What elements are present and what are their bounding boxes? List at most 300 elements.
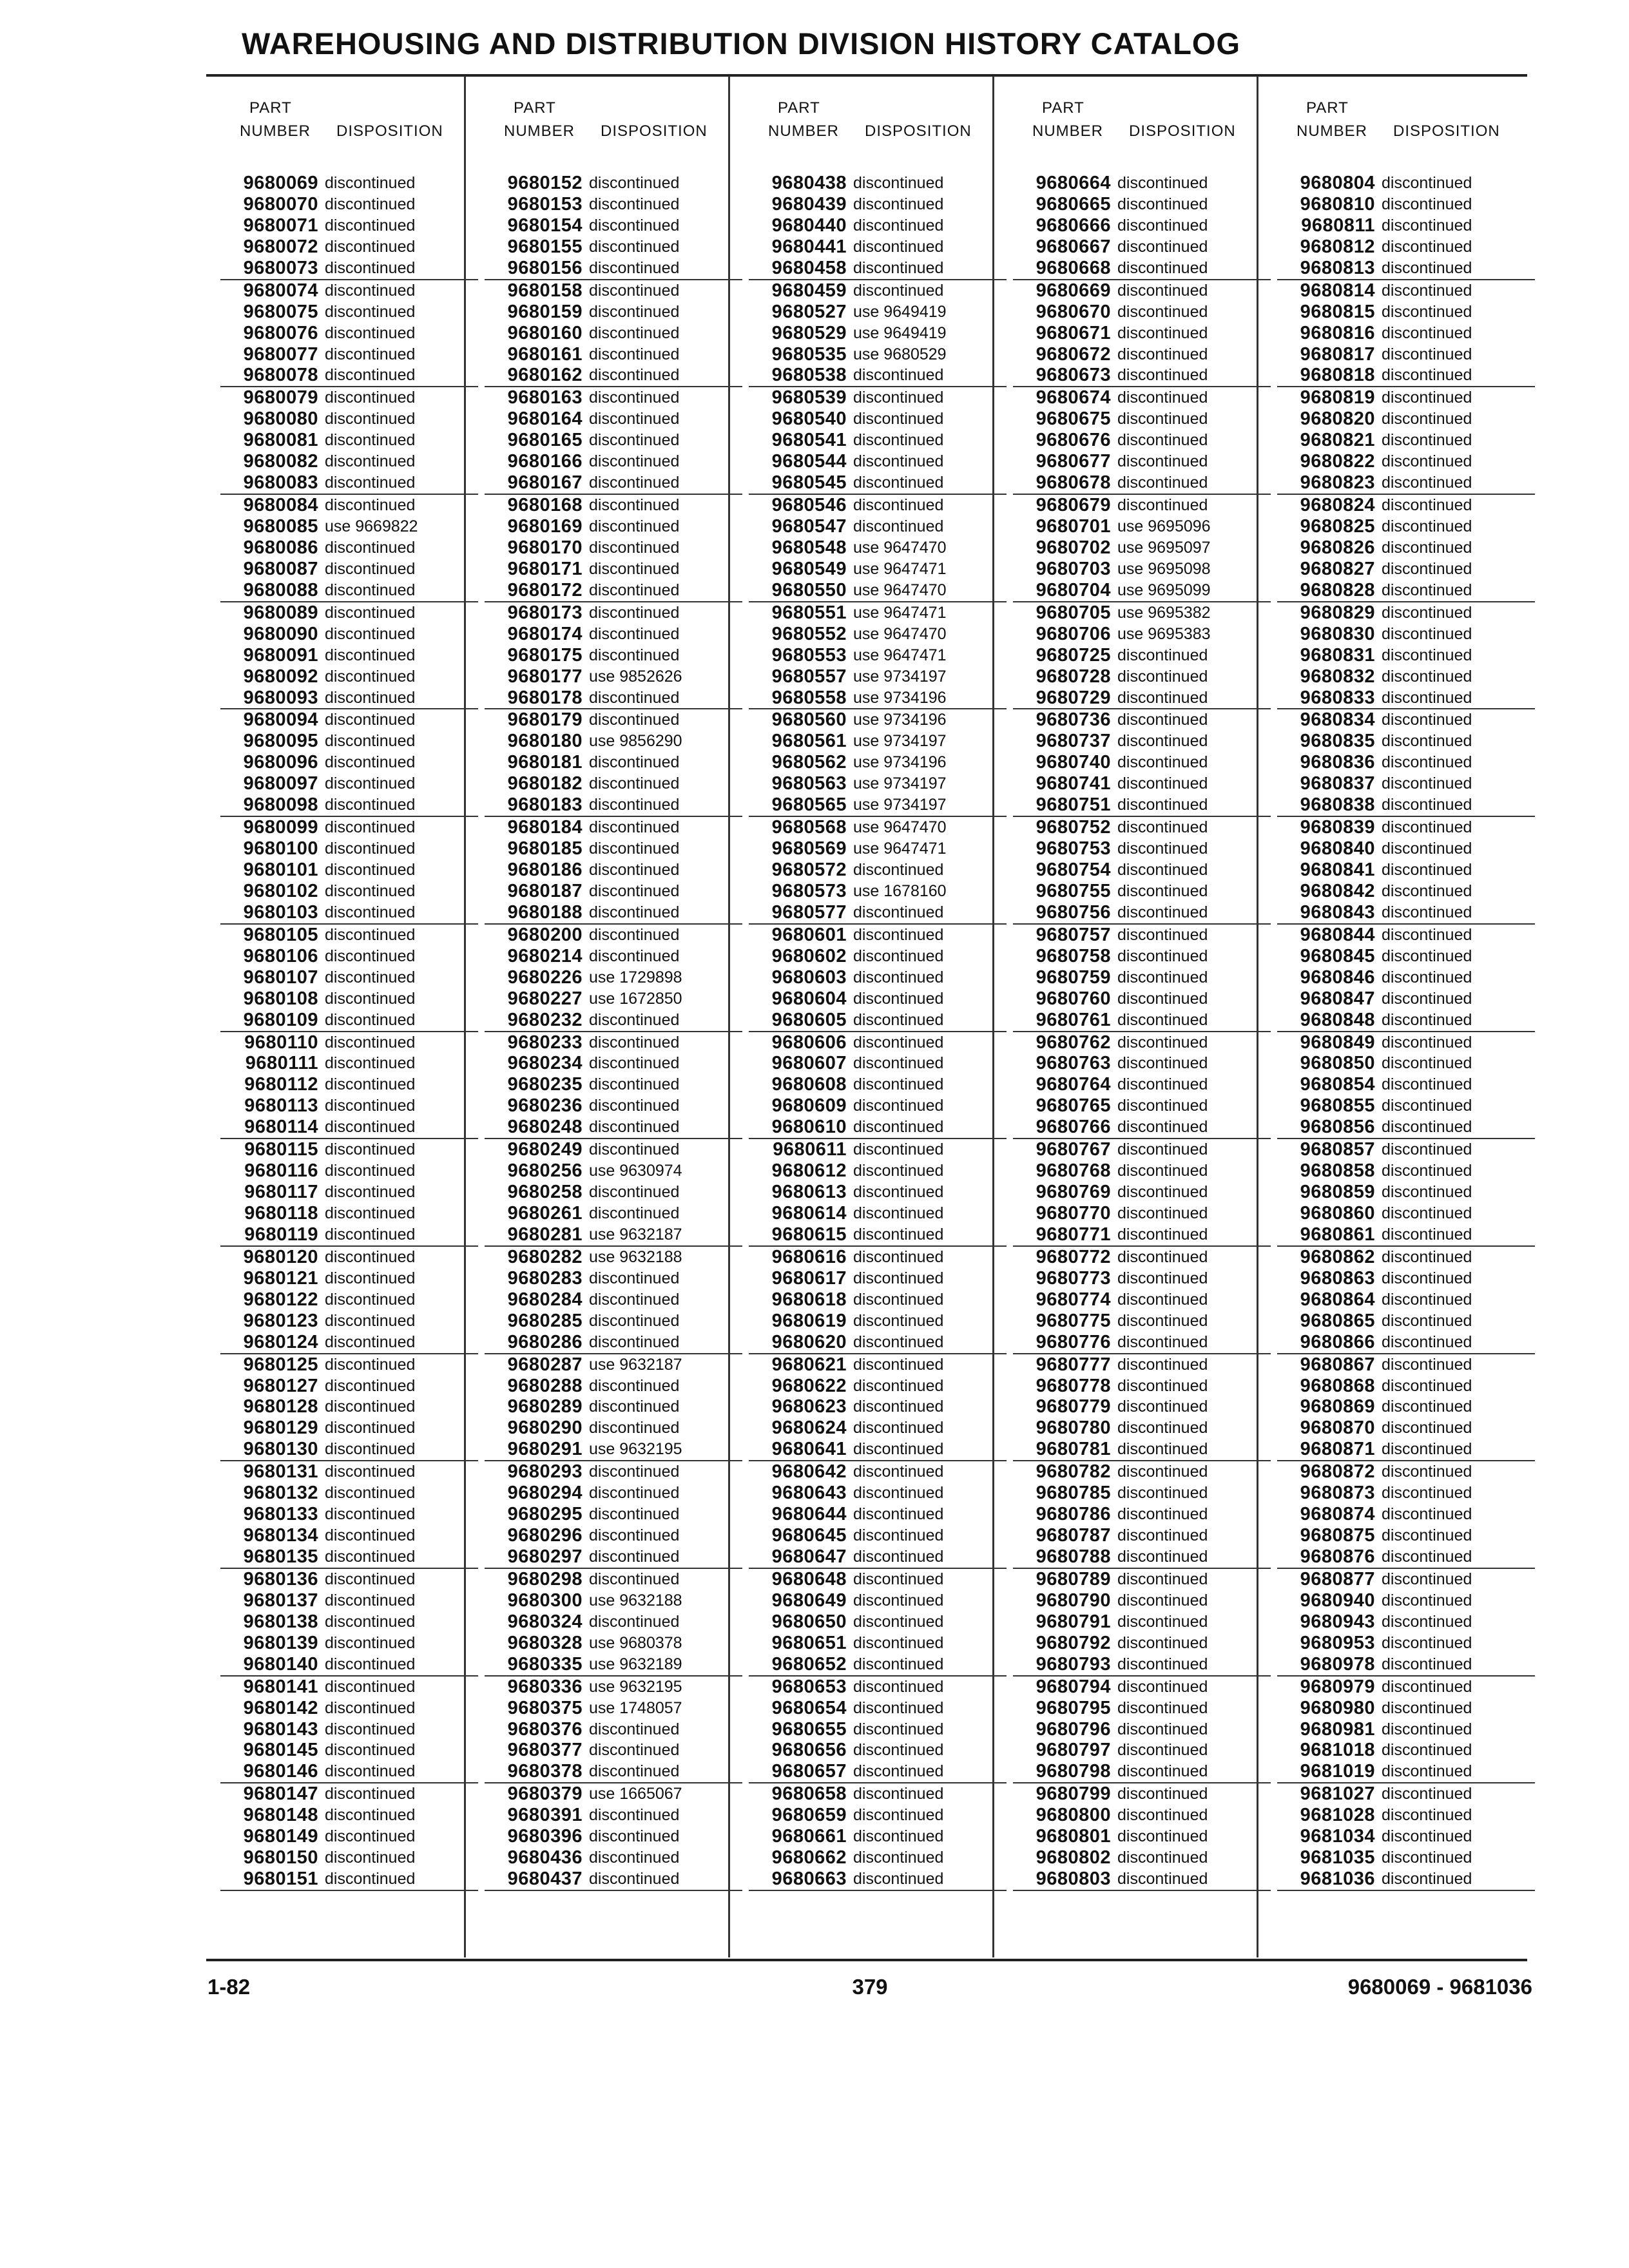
disposition: discontinued: [853, 1720, 944, 1738]
part-number: 9680074: [243, 280, 318, 301]
disposition: discontinued: [589, 753, 680, 772]
table-row: [749, 666, 1007, 687]
part-number: 9680226: [507, 966, 583, 988]
disposition: discontinued: [325, 646, 416, 664]
part-number: 9680288: [507, 1375, 583, 1396]
table-row: [220, 258, 478, 279]
table-row: [485, 645, 742, 666]
part-number: 9680172: [507, 579, 583, 601]
part-number: 9680529: [771, 322, 847, 343]
part-number: 9680095: [243, 731, 318, 752]
table-row: [485, 344, 742, 365]
disposition: discontinued: [1117, 840, 1208, 858]
disposition: discontinued: [325, 1720, 416, 1738]
table-row: [1277, 1525, 1535, 1546]
part-number: 9680071: [243, 215, 318, 236]
disposition: use 9695098: [1117, 559, 1211, 578]
table-row: [1277, 1869, 1535, 1890]
part-number: 9680188: [507, 901, 583, 923]
part-number: 9680759: [1036, 966, 1111, 988]
disposition: discontinued: [589, 881, 680, 900]
disposition: discontinued: [1117, 1183, 1208, 1202]
row-group: [485, 1032, 742, 1140]
part-number: 9680124: [243, 1331, 318, 1352]
table-row: [485, 559, 742, 580]
disposition: discontinued: [1382, 474, 1472, 492]
part-number: 9680118: [244, 1203, 318, 1224]
table-row: [485, 215, 742, 236]
table-row: [1013, 1847, 1271, 1869]
table-row: [485, 408, 742, 430]
table-row: [485, 1074, 742, 1095]
table-row: [485, 1160, 742, 1182]
part-number: 9680785: [1036, 1483, 1111, 1504]
table-row: [220, 624, 478, 645]
column-header: [220, 76, 478, 173]
disposition: discontinued: [325, 1204, 416, 1222]
row-group: [1013, 1032, 1271, 1140]
part-number: 9680813: [1300, 257, 1375, 278]
part-number: 9680103: [243, 901, 318, 923]
part-number: 9680440: [771, 215, 847, 236]
part-number: 9680069: [243, 173, 318, 193]
disposition: discontinued: [325, 732, 416, 751]
disposition: discontinued: [589, 1505, 680, 1524]
table-row: [485, 1826, 742, 1847]
table-row: [485, 817, 742, 838]
part-number: 9680650: [771, 1611, 847, 1632]
disposition: discontinued: [1382, 1463, 1472, 1481]
header-number: NUMBER: [1032, 122, 1104, 140]
table-row: [749, 344, 1007, 365]
table-row: [1277, 580, 1535, 601]
table-row: [1277, 1611, 1535, 1633]
part-number: 9680129: [243, 1418, 318, 1439]
part-number: 9680562: [771, 752, 847, 773]
table-row: [749, 1354, 1007, 1376]
table-row: [485, 280, 742, 302]
row-group: [220, 817, 478, 925]
disposition: discontinued: [853, 861, 944, 879]
part-number: 9680819: [1300, 387, 1375, 408]
table-row: [1013, 430, 1271, 451]
catalog-column: [1277, 76, 1535, 1891]
part-number: 9680568: [771, 817, 847, 838]
disposition: discontinued: [1382, 1720, 1472, 1738]
part-number: 9680121: [243, 1267, 318, 1289]
part-number: 9680810: [1300, 193, 1375, 215]
disposition: discontinued: [853, 1870, 944, 1888]
row-group: [485, 1354, 742, 1462]
part-number: 9680089: [243, 602, 318, 623]
disposition: discontinued: [325, 538, 416, 557]
table-row: [485, 451, 742, 472]
disposition: discontinued: [853, 1827, 944, 1846]
part-number: 9680437: [507, 1869, 583, 1890]
table-row: [1013, 1869, 1271, 1890]
row-group: [749, 387, 1007, 495]
table-row: [220, 1826, 478, 1847]
table-row: [749, 1869, 1007, 1890]
disposition: discontinued: [1117, 667, 1208, 686]
table-row: [1277, 1740, 1535, 1761]
table-row: [1277, 1698, 1535, 1719]
row-group: [749, 495, 1007, 602]
table-row: [220, 773, 478, 794]
table-row: [220, 580, 478, 601]
disposition: discontinued: [325, 667, 416, 686]
table-row: [1277, 881, 1535, 902]
part-number: 9680298: [507, 1568, 583, 1590]
disposition: discontinued: [1117, 925, 1208, 944]
part-number: 9680610: [771, 1117, 847, 1138]
part-number: 9680079: [243, 387, 318, 408]
table-row: [485, 1095, 742, 1117]
table-row: [749, 925, 1007, 946]
disposition: discontinued: [1382, 732, 1472, 751]
row-group: [749, 1139, 1007, 1247]
part-number: 9680846: [1300, 966, 1375, 988]
table-row: [485, 495, 742, 516]
part-number: 9680287: [507, 1354, 583, 1375]
part-number: 9680111: [245, 1053, 318, 1074]
part-number: 9680833: [1300, 687, 1375, 708]
disposition: discontinued: [589, 818, 680, 837]
header-number: NUMBER: [1296, 122, 1368, 140]
table-row: [749, 752, 1007, 773]
row-group: [220, 1461, 478, 1569]
table-row: [220, 1095, 478, 1117]
table-row: [485, 537, 742, 559]
part-number: 9680152: [507, 173, 583, 193]
part-number: 9680164: [507, 408, 583, 430]
part-number: 9680797: [1036, 1740, 1111, 1761]
part-number: 9680777: [1036, 1354, 1111, 1375]
table-row: [485, 236, 742, 258]
part-number: 9680098: [243, 794, 318, 816]
part-number: 9680862: [1300, 1246, 1375, 1267]
part-number: 9680551: [771, 602, 847, 623]
table-row: [220, 1677, 478, 1698]
disposition: discontinued: [1117, 1806, 1208, 1825]
table-row: [1013, 1740, 1271, 1761]
part-number: 9680642: [771, 1461, 847, 1483]
table-row: [485, 580, 742, 601]
disposition: discontinued: [325, 947, 416, 965]
row-group: [220, 280, 478, 388]
disposition: discontinued: [325, 1677, 416, 1696]
part-number: 9680740: [1036, 752, 1111, 773]
disposition: discontinued: [853, 1290, 944, 1309]
table-row: [1277, 1354, 1535, 1376]
part-number: 9680572: [771, 860, 847, 880]
table-row: [1277, 731, 1535, 752]
table-row: [749, 323, 1007, 344]
part-number: 9680614: [771, 1203, 847, 1224]
table-row: [220, 1740, 478, 1761]
table-row: [1277, 1224, 1535, 1245]
table-row: [749, 967, 1007, 988]
row-group: [749, 173, 1007, 280]
disposition: discontinued: [1117, 753, 1208, 772]
row-group: [485, 817, 742, 925]
table-row: [749, 1761, 1007, 1782]
disposition: discontinued: [1117, 1870, 1208, 1888]
disposition: discontinued: [853, 1075, 944, 1094]
table-row: [1013, 709, 1271, 731]
row-group: [220, 1032, 478, 1140]
part-number: 9680824: [1300, 495, 1375, 516]
disposition: discontinued: [1117, 1419, 1208, 1437]
table-row: [485, 472, 742, 494]
part-number: 9680848: [1300, 1009, 1375, 1030]
disposition: discontinued: [1117, 1677, 1208, 1696]
part-number: 9680163: [507, 387, 583, 408]
table-row: [485, 1182, 742, 1203]
disposition: discontinued: [853, 1054, 944, 1073]
table-row: [220, 817, 478, 838]
disposition: discontinued: [853, 389, 944, 407]
table-row: [485, 925, 742, 946]
part-number: 9680799: [1036, 1783, 1111, 1805]
part-number: 9680655: [771, 1718, 847, 1740]
part-number: 9680664: [1036, 173, 1111, 193]
table-row: [1277, 687, 1535, 709]
disposition: discontinued: [853, 1612, 944, 1631]
disposition: discontinued: [1117, 1075, 1208, 1094]
table-row: [485, 1869, 742, 1890]
table-row: [220, 1160, 478, 1182]
table-row: [1013, 1654, 1271, 1675]
disposition: discontinued: [853, 1591, 944, 1610]
column-header: [1277, 76, 1535, 173]
part-number: 9680148: [243, 1805, 318, 1826]
table-row: [485, 687, 742, 709]
part-number: 9680141: [243, 1676, 318, 1697]
table-row: [220, 1354, 478, 1376]
table-row: [220, 495, 478, 516]
part-number: 9681035: [1300, 1847, 1375, 1869]
disposition: discontinued: [1117, 389, 1208, 407]
part-number: 9680544: [771, 451, 847, 472]
disposition: discontinued: [325, 302, 416, 321]
table-row: [1013, 580, 1271, 601]
part-number: 9680601: [771, 924, 847, 945]
disposition: discontinued: [853, 1677, 944, 1696]
table-row: [1277, 1182, 1535, 1203]
part-number: 9680841: [1300, 860, 1375, 880]
part-number: 9680072: [243, 236, 318, 257]
disposition: discontinued: [589, 389, 680, 407]
disposition: discontinued: [325, 1376, 416, 1395]
disposition: use 9734196: [853, 688, 947, 707]
table-row: [749, 1224, 1007, 1245]
table-row: [485, 1053, 742, 1074]
table-row: [1013, 645, 1271, 666]
table-row: [1013, 1483, 1271, 1504]
table-row: [220, 559, 478, 580]
part-number: 9680789: [1036, 1568, 1111, 1590]
part-number: 9680822: [1300, 451, 1375, 472]
table-row: [1013, 1677, 1271, 1698]
disposition: discontinued: [1117, 1140, 1208, 1159]
table-row: [1277, 495, 1535, 516]
part-number: 9680376: [507, 1718, 583, 1740]
table-row: [749, 173, 1007, 194]
disposition: discontinued: [853, 1849, 944, 1867]
disposition: discontinued: [325, 1612, 416, 1631]
table-row: [220, 731, 478, 752]
disposition: discontinued: [853, 1570, 944, 1588]
table-row: [485, 1289, 742, 1311]
disposition: discontinued: [1382, 195, 1472, 213]
part-number: 9680761: [1036, 1009, 1111, 1030]
table-row: [485, 860, 742, 881]
table-row: [749, 1010, 1007, 1031]
part-number: 9681036: [1300, 1869, 1375, 1890]
table-row: [1277, 1654, 1535, 1675]
part-number: 9680608: [771, 1074, 847, 1095]
disposition: discontinued: [1117, 1204, 1208, 1222]
disposition: discontinued: [589, 323, 680, 342]
table-row: [1277, 752, 1535, 773]
disposition: discontinued: [325, 1183, 416, 1202]
part-number: 9680676: [1036, 430, 1111, 451]
disposition: discontinued: [589, 1075, 680, 1094]
table-row: [485, 1461, 742, 1483]
part-number: 9680106: [243, 945, 318, 966]
table-row: [1013, 752, 1271, 773]
table-row: [1013, 624, 1271, 645]
table-row: [220, 1590, 478, 1611]
table-row: [749, 516, 1007, 537]
part-number: 9680078: [243, 365, 318, 386]
table-row: [485, 709, 742, 731]
disposition: use 1678160: [853, 881, 947, 900]
disposition: discontinued: [589, 366, 680, 385]
table-row: [1013, 1761, 1271, 1782]
part-number: 9680788: [1036, 1546, 1111, 1567]
part-number: 9680643: [771, 1483, 847, 1504]
disposition: discontinued: [589, 1806, 680, 1825]
disposition: discontinued: [1382, 667, 1472, 686]
part-number: 9680826: [1300, 537, 1375, 558]
table-row: [485, 1504, 742, 1525]
part-number: 9680296: [507, 1525, 583, 1546]
disposition: discontinued: [1382, 366, 1472, 385]
disposition: discontinued: [853, 1311, 944, 1330]
disposition: discontinued: [1117, 1162, 1208, 1180]
disposition: discontinued: [325, 1505, 416, 1524]
table-row: [749, 860, 1007, 881]
part-number: 9680871: [1300, 1439, 1375, 1460]
part-range: 9680069 - 9681036: [1347, 1975, 1532, 1999]
part-number: 9680778: [1036, 1375, 1111, 1396]
part-number: 9680156: [507, 257, 583, 278]
table-row: [1013, 472, 1271, 494]
part-number: 9680641: [771, 1439, 847, 1460]
part-number: 9680762: [1036, 1032, 1111, 1053]
disposition: discontinued: [1117, 1332, 1208, 1351]
row-group: [1277, 602, 1535, 710]
disposition: discontinued: [589, 1118, 680, 1137]
part-number: 9680768: [1036, 1160, 1111, 1182]
disposition: discontinued: [853, 1225, 944, 1244]
part-number: 9680086: [243, 537, 318, 558]
part-number: 9680751: [1036, 794, 1111, 816]
disposition: discontinued: [325, 237, 416, 256]
table-row: [485, 1354, 742, 1376]
part-number: 9680113: [244, 1095, 318, 1117]
part-number: 9680866: [1300, 1331, 1375, 1352]
part-number: 9680728: [1036, 666, 1111, 687]
part-number: 9680180: [507, 731, 583, 752]
table-row: [1013, 1224, 1271, 1245]
part-number: 9680285: [507, 1310, 583, 1331]
row-group: [749, 280, 1007, 388]
part-number: 9680861: [1300, 1224, 1375, 1245]
disposition: discontinued: [589, 624, 680, 643]
row-group: [1277, 1677, 1535, 1784]
part-number: 9680792: [1036, 1632, 1111, 1653]
part-number: 9680668: [1036, 257, 1111, 278]
part-number: 9680979: [1300, 1676, 1375, 1697]
disposition: use 9734197: [853, 774, 947, 793]
part-number: 9680651: [771, 1632, 847, 1653]
part-number: 9680772: [1036, 1246, 1111, 1267]
table-row: [749, 1719, 1007, 1740]
part-number: 9680128: [243, 1396, 318, 1418]
part-number: 9680794: [1036, 1676, 1111, 1697]
table-row: [485, 967, 742, 988]
table-row: [220, 645, 478, 666]
part-number: 9680573: [771, 880, 847, 901]
header-disposition: DISPOSITION: [1393, 122, 1500, 140]
part-number: 9680093: [243, 687, 318, 708]
part-number: 9680616: [771, 1246, 847, 1267]
disposition: discontinued: [853, 237, 944, 256]
table-row: [749, 1074, 1007, 1095]
table-row: [1013, 1783, 1271, 1805]
table-row: [749, 1805, 1007, 1826]
part-number: 9681018: [1300, 1740, 1375, 1761]
disposition: discontinued: [325, 1162, 416, 1180]
part-number: 9681019: [1300, 1761, 1375, 1782]
catalog-column: [749, 76, 1007, 1891]
table-row: [1277, 451, 1535, 472]
part-number: 9680324: [507, 1611, 583, 1632]
part-number: 9680070: [243, 193, 318, 215]
part-number: 9680758: [1036, 945, 1111, 966]
disposition: use 9856290: [589, 732, 682, 751]
table-row: [1013, 1160, 1271, 1182]
table-row: [1277, 1247, 1535, 1268]
header-number: NUMBER: [240, 122, 311, 140]
part-number: 9680547: [771, 516, 847, 537]
disposition: discontinued: [1117, 1225, 1208, 1244]
disposition: discontinued: [1117, 1762, 1208, 1781]
part-number: 9680142: [243, 1697, 318, 1718]
table-row: [1013, 1117, 1271, 1138]
part-number: 9680135: [243, 1546, 318, 1567]
disposition: discontinued: [325, 818, 416, 837]
disposition: use 9734197: [853, 732, 947, 751]
disposition: discontinued: [589, 452, 680, 471]
table-row: [1277, 1376, 1535, 1397]
disposition: discontinued: [853, 216, 944, 235]
table-row: [1013, 1633, 1271, 1654]
disposition: discontinued: [853, 1204, 944, 1222]
